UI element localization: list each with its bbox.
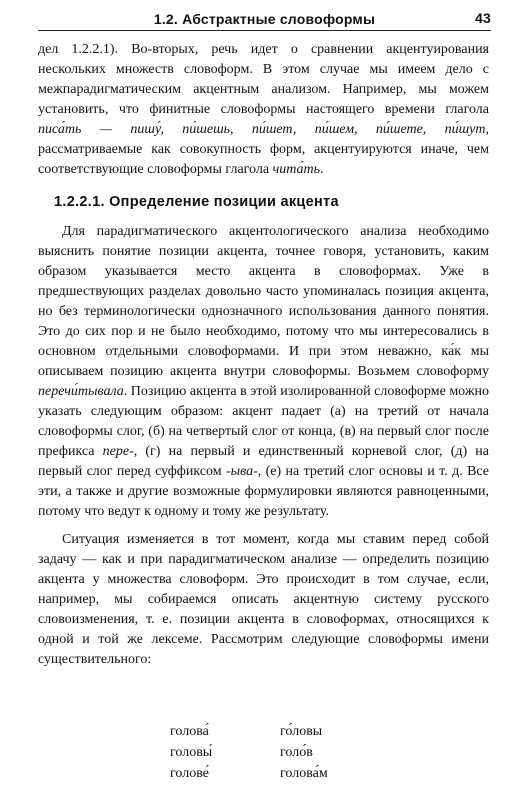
para2-text-c: , (г) на первый и единственный корневой слог, (д) на первый слог перед суффиксом	[38, 444, 489, 479]
page-body	[38, 40, 489, 670]
word-form: голове́	[170, 766, 209, 781]
para1-text-a: дел 1.2.2.1). Во-вторых, речь идет о сравнении акцентуирования нескольких множеств словоформ. В этом случае мы имеем дело с межпарадигматическим акцентным анализом. Например, мы можем установить, что финитные словоформы настоящего времени глагола	[38, 42, 489, 117]
paragraph-continuation	[38, 40, 489, 180]
word-forms-table	[170, 722, 370, 783]
page-number: 43	[475, 10, 491, 26]
para1-text-c: .	[320, 162, 324, 177]
verb-read: чита́ть	[272, 162, 321, 177]
prefix-example: пере-	[102, 444, 134, 459]
word-form: голова́	[170, 724, 209, 739]
para1-text-b: , рассматриваемые как совокупность форм, акцентуируются иначе, чем соответствующие словоформы глагола	[38, 122, 489, 177]
paragraph-stress-position	[38, 222, 489, 522]
word-form: голо́в	[280, 745, 313, 760]
para2-text-b: . Позицию акцента в этой изолированной словоформе можно указать следующим образом: акцент падает (а) на третий от начала словоформы слог, (б) на четвертый слог от конца, (в) на первый слог после префикса	[38, 384, 489, 459]
suffix-example: -ыва-	[225, 464, 258, 479]
para2-text-d: , (е) на третий слог основы и т. д. Все эти, а также и другие возможные формулировки являются равноценными, потому что ведут к одному и тому же результату.	[38, 464, 490, 519]
section-heading: 1.2.2.1. Определение позиции акцента	[54, 194, 339, 210]
verb-forms-write: писа́ть — пишу́, пи́шешь, пи́шет, пи́шем, пи́шете, пи́шут	[38, 122, 486, 137]
header-title: 1.2. Абстрактные словоформы	[153, 11, 376, 27]
word-example: перечи́тывала	[38, 384, 124, 399]
running-header	[38, 8, 491, 31]
word-form: го́ловы	[280, 724, 323, 739]
word-form: головы́	[170, 745, 213, 760]
paragraph-situation: Ситуация изменяется в тот момент, когда мы ставим перед собой задачу — как и при парадигматическом анализе — определить позицию акцента у множества словоформ. Это происходит в том случае, если, например, мы собираемся описать акцентную систему русского словоизменения, т. е. позиции акцента в словоформах, относящихся к одной и той же лексеме. Рассмотрим следующие словоформы имени существительного:	[38, 532, 489, 667]
word-form: голова́м	[280, 766, 328, 781]
para2-text-a: Для парадигматического акцентологического анализа необходимо выяснить понятие позиции акцента, точнее говоря, установить, каким образом указывается место акцента в словоформах. Уже в предшествующих разделах довольно часто упоминалась позиция акцента, но без терминологически однозначного использования данного понятия. Это до сих пор и не было необходимо, потому что мы интересовались в основном отдельными словоформами. И при этом неважно, ка́к мы описываем позицию акцента внутри словоформы. Возьмем словоформу	[38, 224, 489, 379]
